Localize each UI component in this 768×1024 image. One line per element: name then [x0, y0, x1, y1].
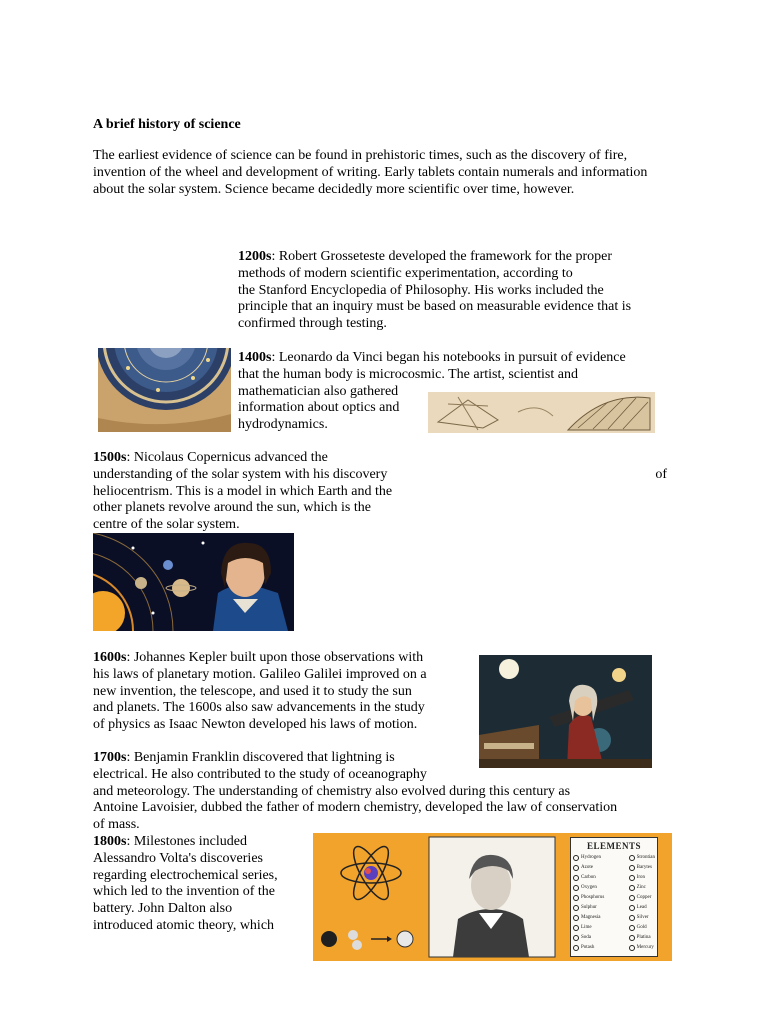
year-label: 1600s [93, 650, 127, 665]
element-entry [573, 863, 604, 873]
element-entry [573, 893, 604, 903]
text-line: of [655, 466, 667, 482]
text-line: that the human body is microcosmic. The artist, scientist and [238, 366, 578, 382]
element-label: Platina [636, 935, 651, 940]
section-1700s [93, 750, 617, 834]
element-symbol-icon [573, 875, 579, 881]
text-line: hydrodynamics. [238, 417, 328, 433]
section-1800s [93, 834, 278, 935]
element-entry [573, 873, 604, 883]
text-line: mathematician also gathered [238, 383, 399, 399]
element-entry [573, 933, 604, 943]
page-title: A brief history of science [93, 117, 241, 132]
year-label: 1500s [93, 450, 127, 465]
text-line: understanding of the solar system with his discovery [93, 466, 388, 482]
element-label: Mercury [636, 945, 654, 950]
element-symbol-icon [629, 915, 635, 921]
element-entry [573, 883, 604, 893]
element-entry [629, 933, 655, 943]
text-line: electrical. He also contributed to the study of oceanography [93, 766, 427, 782]
intro-paragraph: The earliest evidence of science can be found in prehistoric times, such as the discovery of fire, invention of the wheel and development of writing. Early tablets contain numerals and information about the solar system. Science became decidedly more scientific over time, however. [93, 148, 648, 197]
element-symbol-icon [573, 945, 579, 951]
element-entry [629, 943, 655, 953]
text-line: and planets. The 1600s also saw advancements in the study [93, 700, 425, 716]
element-entry [629, 913, 655, 923]
text-line: heliocentrism. This is a model in which Earth and the [93, 483, 393, 499]
element-label: Phosphorus [581, 895, 605, 900]
element-entry [629, 873, 655, 883]
element-label: Azote [581, 865, 593, 870]
text-line: which led to the invention of the [93, 884, 275, 900]
element-label: Zinc [636, 885, 646, 890]
element-label: Potash [581, 945, 595, 950]
text-line: Alessandro Volta's discoveries [93, 850, 263, 866]
element-symbol-icon [573, 935, 579, 941]
element-entry [629, 903, 655, 913]
section-1500s [93, 450, 667, 534]
element-symbol-icon [629, 885, 635, 891]
elements-column-right [629, 853, 655, 953]
element-entry [629, 883, 655, 893]
text-line: : Robert Grosseteste developed the framework for the proper [271, 249, 612, 264]
element-label: Iron [636, 875, 645, 880]
element-entry [629, 863, 655, 873]
copernicus-portrait-image [93, 533, 294, 631]
text-line: information about optics and [238, 400, 400, 416]
text-line: : Milestones included [126, 834, 247, 849]
element-symbol-icon [629, 945, 635, 951]
element-symbol-icon [573, 905, 579, 911]
element-symbol-icon [629, 875, 635, 881]
element-label: Soda [581, 935, 591, 940]
element-entry [629, 893, 655, 903]
element-label: Lead [636, 905, 647, 910]
element-label: Sulphur [581, 905, 597, 910]
elements-chart-heading: ELEMENTS [586, 841, 641, 851]
year-label: 1400s [238, 350, 272, 365]
text-line: methods of modern scientific experimentation, according to [238, 265, 573, 281]
text-line: his laws of planetary motion. Galileo Galilei improved on a [93, 666, 427, 682]
text-line: : Nicolaus Copernicus advanced the [126, 450, 328, 465]
element-symbol-icon [629, 865, 635, 871]
element-entry [573, 853, 604, 863]
element-symbol-icon [573, 855, 579, 861]
element-symbol-icon [573, 895, 579, 901]
text-line: confirmed through testing. [238, 316, 387, 332]
element-symbol-icon [573, 865, 579, 871]
element-entry [573, 903, 604, 913]
text-line: centre of the solar system. [93, 517, 240, 533]
elements-chart [570, 837, 658, 957]
atomic-theory-collage [313, 833, 672, 961]
astronomical-map-image [98, 348, 231, 432]
sketches-image [428, 392, 655, 433]
element-label: Hydrogen [581, 855, 601, 860]
element-label: Oxygen [581, 885, 597, 890]
element-label: Carbon [581, 875, 596, 880]
element-symbol-icon [629, 895, 635, 901]
atom-icon [341, 842, 401, 904]
section-1200s [238, 249, 631, 333]
text-line: regarding electrochemical series, [93, 867, 278, 883]
element-symbol-icon [629, 905, 635, 911]
text-line: : Leonardo da Vinci began his notebooks in pursuit of evidence [271, 350, 626, 365]
element-label: Copper [636, 895, 652, 900]
element-entry [629, 853, 655, 863]
text-line: introduced atomic theory, which [93, 917, 275, 933]
year-label: 1700s [93, 750, 127, 765]
text-line: other planets revolve around the sun, which is the [93, 500, 371, 516]
text-line: and meteorology. The understanding of chemistry also evolved during this century as [93, 783, 571, 799]
text-line: the Stanford Encyclopedia of Philosophy. His works included the [238, 282, 604, 298]
text-line: : Benjamin Franklin discovered that lightning is [126, 750, 395, 765]
text-line: : Johannes Kepler built upon those observations with [126, 650, 424, 665]
element-symbol-icon [573, 925, 579, 931]
year-label: 1200s [238, 249, 272, 264]
element-label: Silver [636, 915, 649, 920]
element-label: Magnesia [581, 915, 601, 920]
element-symbol-icon [573, 915, 579, 921]
element-entry [573, 943, 604, 953]
element-entry [629, 923, 655, 933]
element-symbol-icon [629, 935, 635, 941]
text-line: new invention, the telescope, and used it to study the sun [93, 683, 412, 699]
element-entry [573, 923, 604, 933]
element-label: Strontian [636, 855, 655, 860]
element-label: Gold [636, 925, 647, 930]
element-entry [573, 913, 604, 923]
section-1600s [93, 650, 427, 734]
element-label: Lime [581, 925, 592, 930]
element-symbol-icon [573, 885, 579, 891]
year-label: 1800s [93, 834, 127, 849]
element-symbol-icon [629, 925, 635, 931]
elements-column-left [573, 853, 604, 953]
text-line: battery. John Dalton also [93, 901, 233, 917]
element-label: Barytes [636, 865, 652, 870]
text-line: principle that an inquiry must be based on measurable evidence that is [238, 299, 632, 315]
element-symbol-icon [629, 855, 635, 861]
text-line: of physics as Isaac Newton developed his laws of motion. [93, 717, 418, 733]
text-line: of mass. [93, 817, 140, 833]
text-line: Antoine Lavoisier, dubbed the father of modern chemistry, developed the law of conservation [93, 800, 618, 816]
